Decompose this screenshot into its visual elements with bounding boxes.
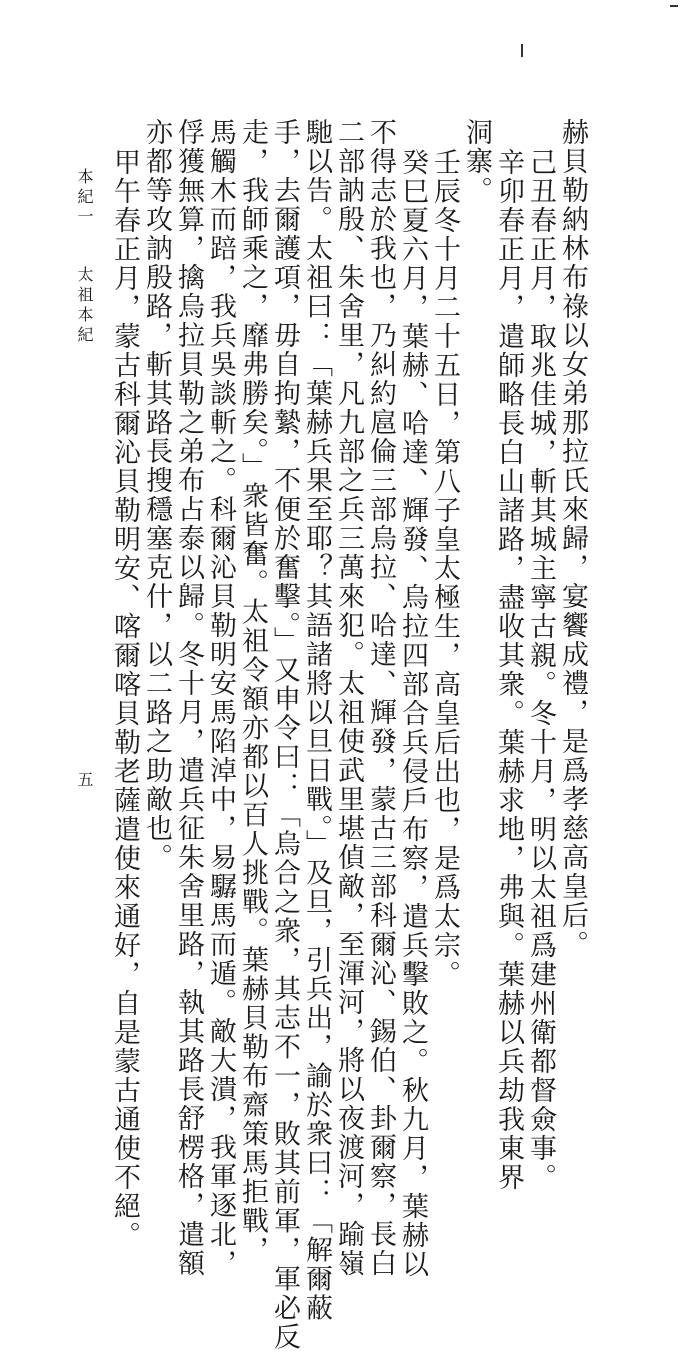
page-number: 五	[75, 771, 94, 791]
text-column: 二部訥殷、朱舍里，凡九部之兵三萬來犯。太祖使武里堪偵敵，至渾河，將以夜渡河，踰嶺	[333, 118, 364, 1278]
text-column: 俘獲無算，擒烏拉貝勒之弟布占泰以歸。冬十月，遣兵征朱舍里路，執其路長舒楞格，遣額	[173, 118, 204, 1278]
scan-mark	[670, 5, 678, 7]
text-column: 馬觸木而踣，我兵吳談斬之。科爾沁貝勒明安馬陷淖中，易驏馬而遁。敵大潰，我軍逐北，	[205, 118, 236, 1278]
text-column: 己丑春正月，取兆佳城，斬其城主寧古親。冬十月，明以太祖爲建州衛都督僉事。	[525, 148, 556, 1192]
scan-mark	[521, 44, 523, 57]
text-column: 馳以告。太祖曰：「葉赫兵果至耶？其語諸將以旦日戰。」及旦，引兵出，諭於衆曰：「解爾蔽	[301, 118, 332, 1323]
text-column: 辛卯春正月，遣師略長白山諸路，盡收其衆。葉赫求地，弗與。葉赫以兵劫我東界	[493, 148, 524, 1192]
text-column: 走，我師乘之，靡弗勝矣。」衆皆奮。太祖令額亦都以百人挑戰。葉赫貝勒布齋策馬拒戰，	[237, 118, 268, 1265]
section-label: 太祖本紀	[75, 266, 94, 346]
text-column: 甲午春正月，蒙古科爾沁貝勒明安、喀爾喀貝勒老薩遣使來通好，自是蒙古通使不絕。	[109, 148, 140, 1250]
text-column: 手，去爾護項，毋自拘縶，不便於奮擊。」又申令曰：「烏合之衆，其志不一，敗其前軍，軍必反	[269, 118, 300, 1352]
text-column: 不得志於我也，乃糾約扈倫三部烏拉、哈達、輝發，蒙古三部科爾沁、錫伯、卦爾察，長白	[365, 118, 396, 1278]
text-column: 亦都等攻訥殷路，斬其路長搜穩塞克什，以二路之助敵也。	[141, 118, 172, 872]
text-column: 赫貝勒納林布祿以女弟那拉氏來歸，宴饗成禮，是爲孝慈高皇后。	[557, 118, 588, 959]
chapter-label: 本紀一	[75, 168, 94, 228]
text-column: 壬辰冬十月二十五日，第八子皇太極生，高皇后出也，是爲太宗。	[429, 148, 460, 989]
text-column: 洞寨。	[461, 118, 492, 205]
text-column: 癸巳夏六月，葉赫、哈達、輝發、烏拉四部合兵侵戶布察，遣兵擊敗之。秋九月，葉赫以	[397, 148, 428, 1279]
